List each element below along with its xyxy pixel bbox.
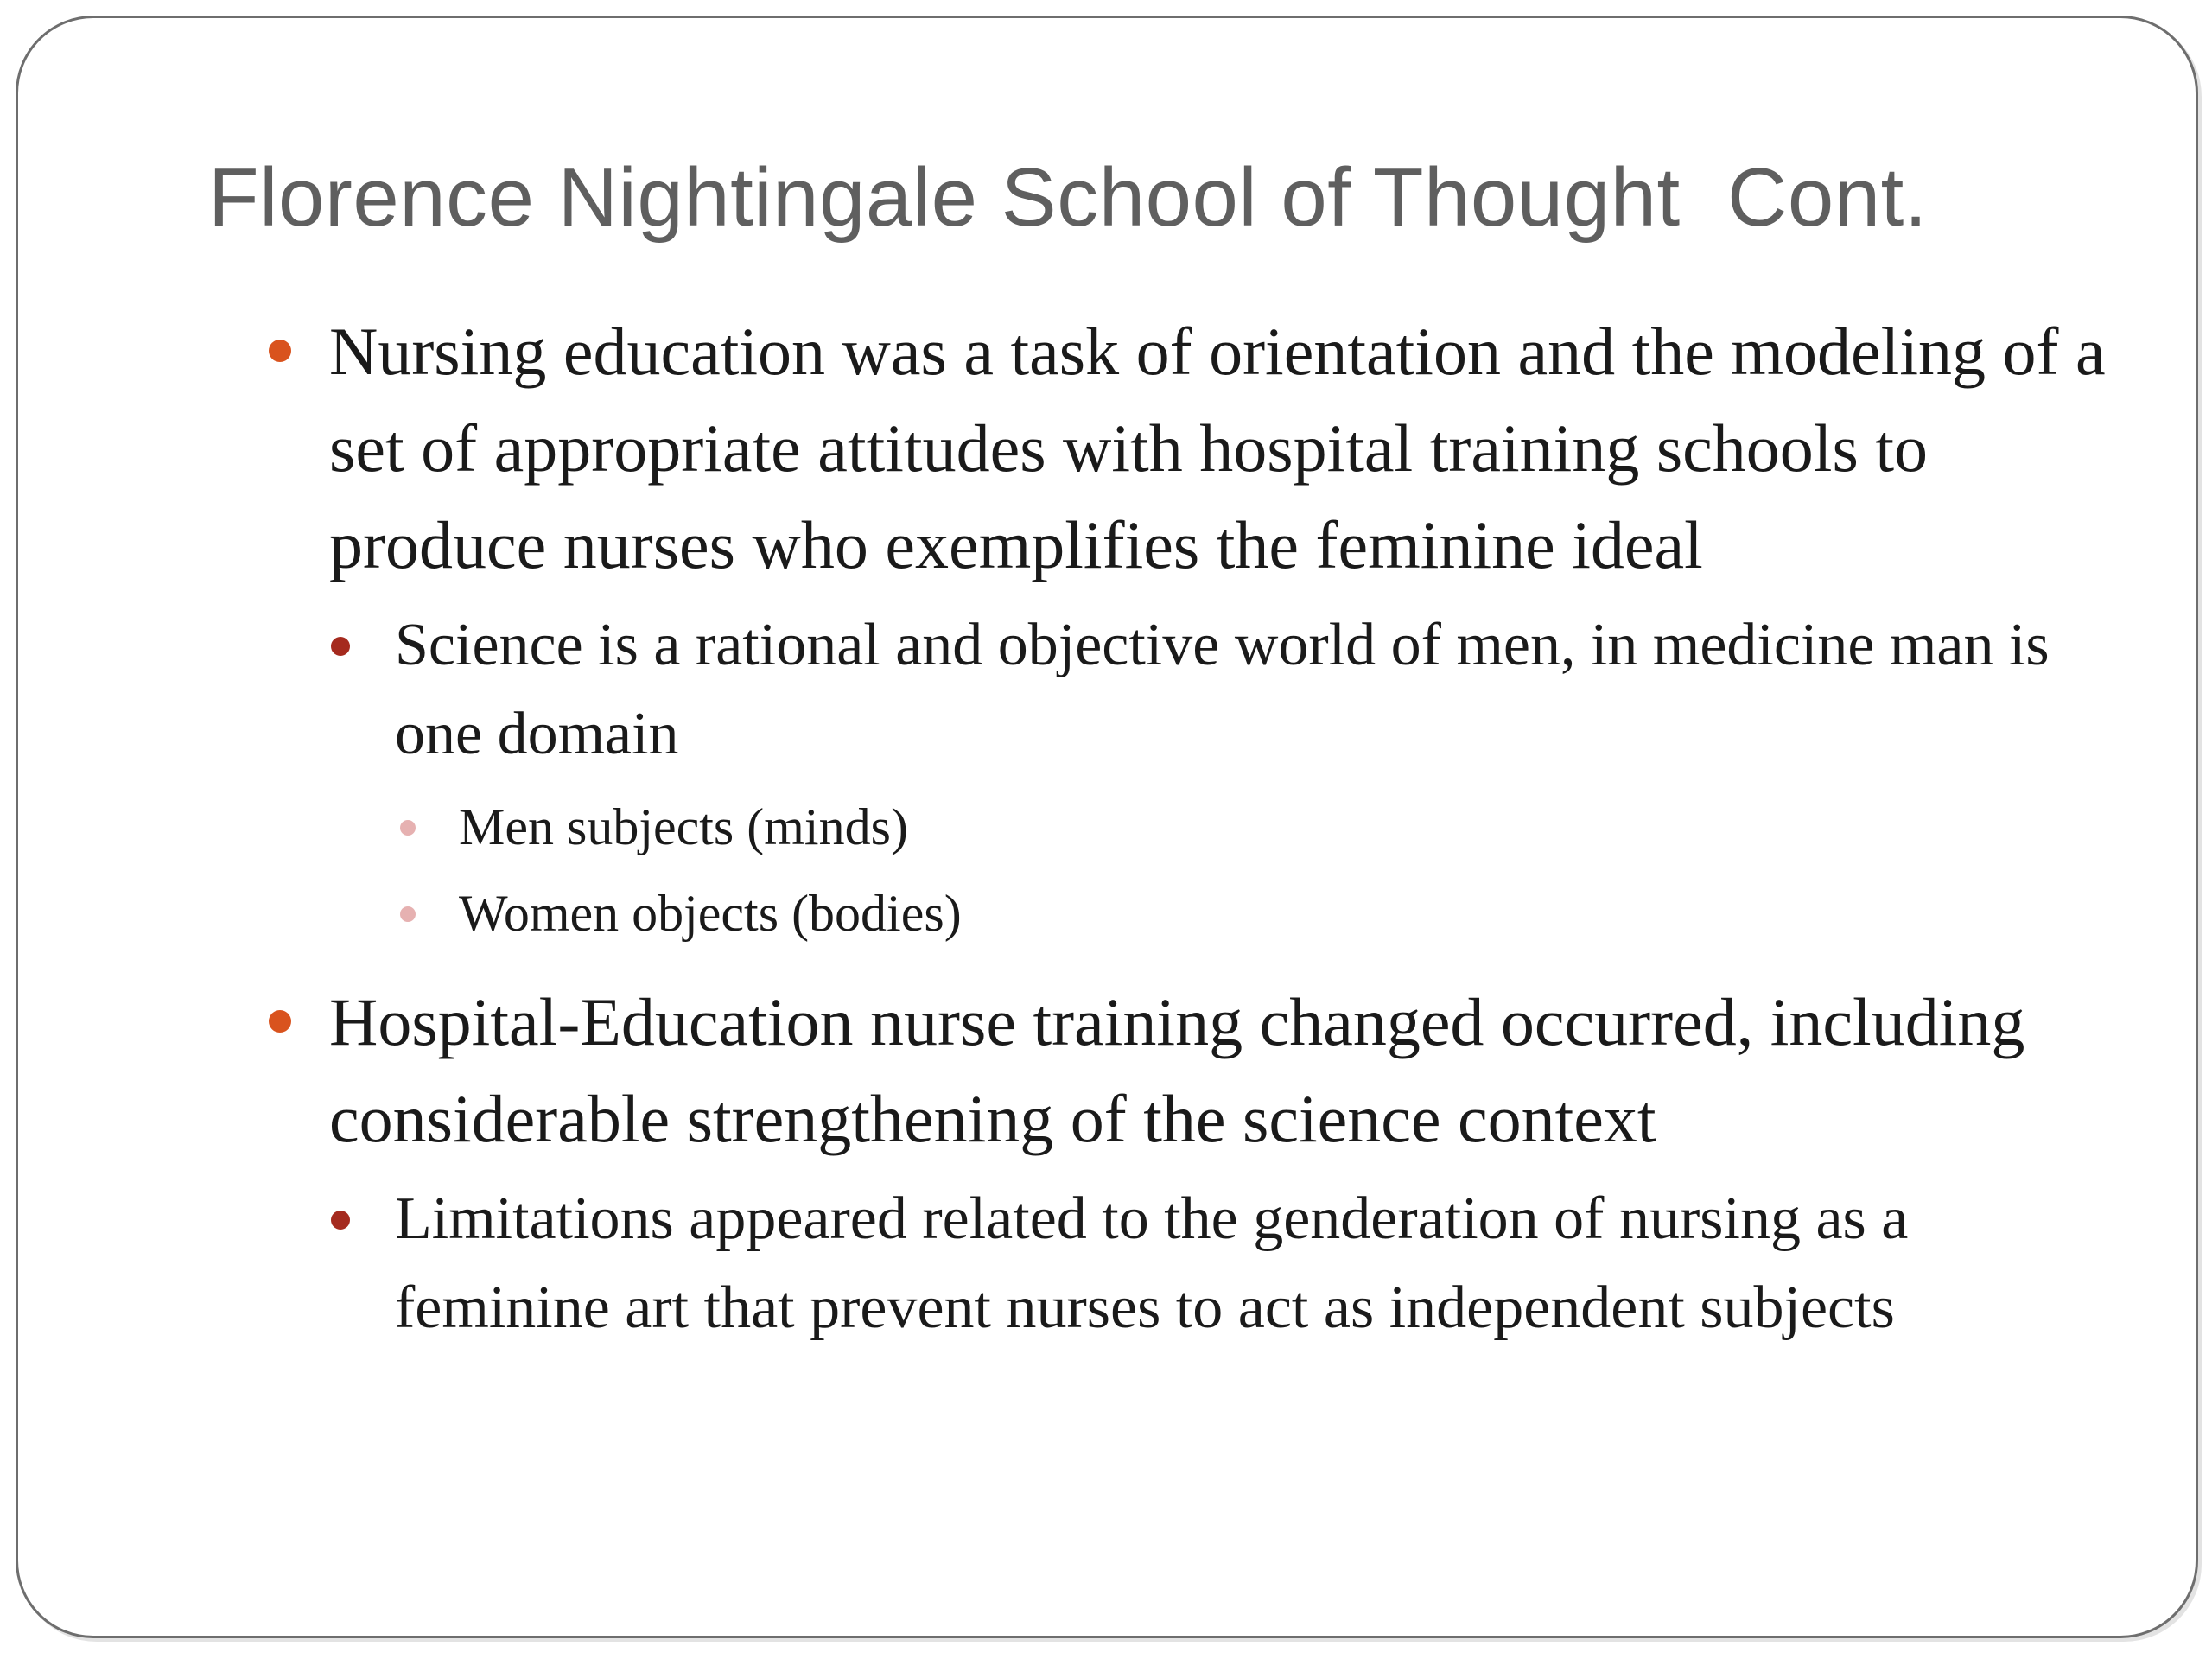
slide-frame: [16, 16, 2198, 1638]
bullet-item-level2: [329, 601, 2118, 779]
bullet-item-level3: [395, 870, 2118, 957]
bullet-text: Women objects (bodies): [459, 885, 962, 942]
bullet-text: Science is a rational and objective world of men, in medicine man is one domain: [395, 612, 2050, 767]
bullet-item-level2: [329, 1174, 2118, 1352]
bullet-text: Men subjects (minds): [459, 798, 908, 855]
bullet-item-level3: [395, 784, 2118, 870]
bullet-dot-icon: [269, 340, 291, 362]
bullet-dot-icon: [331, 1211, 350, 1230]
bullet-item-level1: [260, 974, 2118, 1167]
bullet-text: Limitations appeared related to the genderation of nursing as a feminine art that prevent nurses to act as independent subjects: [395, 1185, 1909, 1341]
bullet-text: Nursing education was a task of orientation and the modeling of a set of appropriate attitudes with hospital training schools to produce nurses who exemplifies the feminine ideal: [329, 314, 2106, 582]
slide-title: Florence Nightingale School of Thought Cont.: [208, 151, 1928, 244]
bullet-item-level1: [260, 303, 2118, 594]
bullet-dot-icon: [331, 637, 350, 656]
bullet-text: Hospital-Education nurse training changed occurred, including considerable strengthening of the science context: [329, 984, 2025, 1156]
bullet-dot-icon: [400, 906, 416, 922]
bullet-dot-icon: [400, 820, 416, 836]
bullet-list: [260, 303, 2118, 1357]
bullet-dot-icon: [269, 1010, 291, 1033]
